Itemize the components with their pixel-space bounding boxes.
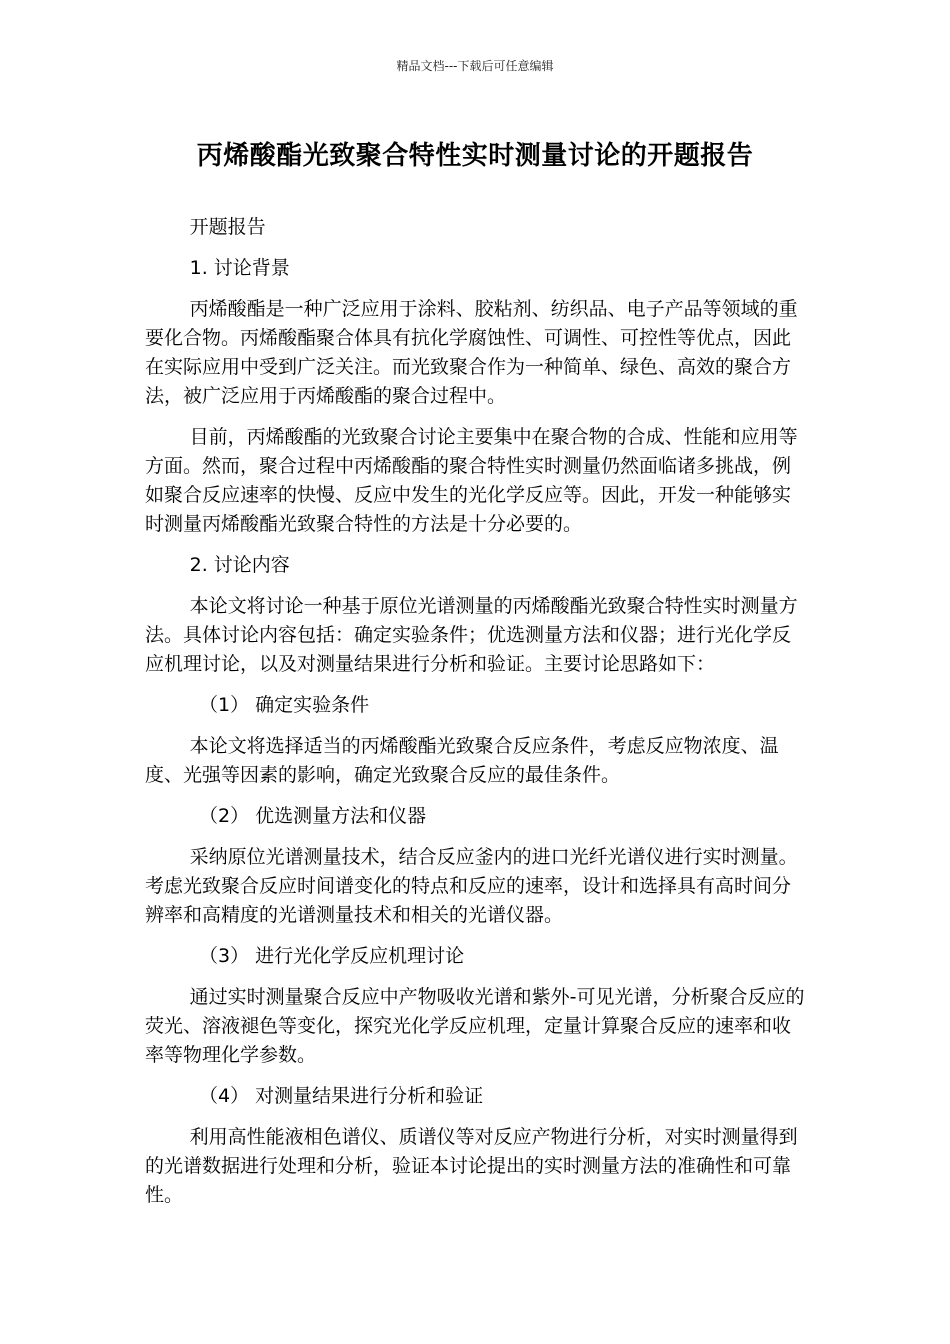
section-heading-background: 1. 讨论背景 — [189, 257, 290, 279]
page-header: 精品文档---下载后可任意编辑 — [396, 59, 554, 73]
paragraph-sub-3: 通过实时测量聚合反应中产物吸收光谱和紫外-可见光谱，分析聚合反应的荧光、溶液褪色等变化，探究光化学反应机理，定量计算聚合反应的速率和收率等物理化学参数。 — [145, 986, 805, 1066]
section-label-proposal: 开题报告 — [189, 216, 266, 238]
paragraph-background-2: 目前，丙烯酸酯的光致聚合讨论主要集中在聚合物的合成、性能和应用等方面。然而，聚合过程中丙烯酸酯的聚合特性实时测量仍然面临诸多挑战，例如聚合反应速率的快慢、反应中发生的光化学反应等。因此，开发一种能够实时测量丙烯酸酯光致聚合特性的方法是十分必要的。 — [145, 426, 798, 535]
paragraph-sub-4: 利用高性能液相色谱仪、质谱仪等对反应产物进行分析，对实时测量得到的光谱数据进行处理和分析，验证本讨论提出的实时测量方法的准确性和可靠性。 — [145, 1126, 798, 1206]
paragraph-sub-2: 采纳原位光谱测量技术，结合反应釜内的进口光纤光谱仪进行实时测量。考虑光致聚合反应时间谱变化的特点和反应的速率，设计和选择具有高时间分辨率和高精度的光谱测量技术和相关的光谱仪器。 — [145, 846, 798, 926]
paragraph-background-1: 丙烯酸酯是一种广泛应用于涂料、胶粘剂、纺织品、电子产品等领域的重要化合物。丙烯酸酯聚合体具有抗化学腐蚀性、可调性、可控性等优点，因此在实际应用中受到广泛关注。而光致聚合作为一种简单、绿色、高效的聚合方法，被广泛应用于丙烯酸酯的聚合过程中。 — [145, 298, 798, 407]
document-title: 丙烯酸酯光致聚合特性实时测量讨论的开题报告 — [196, 141, 754, 171]
subheading-1: （1） 确定实验条件 — [199, 694, 370, 716]
subheading-2: （2） 优选测量方法和仪器 — [199, 805, 427, 827]
subheading-3: （3） 进行光化学反应机理讨论 — [199, 945, 465, 967]
section-heading-content: 2. 讨论内容 — [189, 554, 290, 576]
subheading-4: （4） 对测量结果进行分析和验证 — [199, 1085, 484, 1107]
document-body — [145, 213, 805, 1210]
paragraph-content-intro: 本论文将讨论一种基于原位光谱测量的丙烯酸酯光致聚合特性实时测量方法。具体讨论内容包括：确定实验条件；优选测量方法和仪器；进行光化学反应机理讨论，以及对测量结果进行分析和验证。主要讨论思路如下： — [145, 595, 798, 675]
paragraph-sub-1: 本论文将选择适当的丙烯酸酯光致聚合反应条件，考虑反应物浓度、温度、光强等因素的影响，确定光致聚合反应的最佳条件。 — [145, 735, 779, 786]
